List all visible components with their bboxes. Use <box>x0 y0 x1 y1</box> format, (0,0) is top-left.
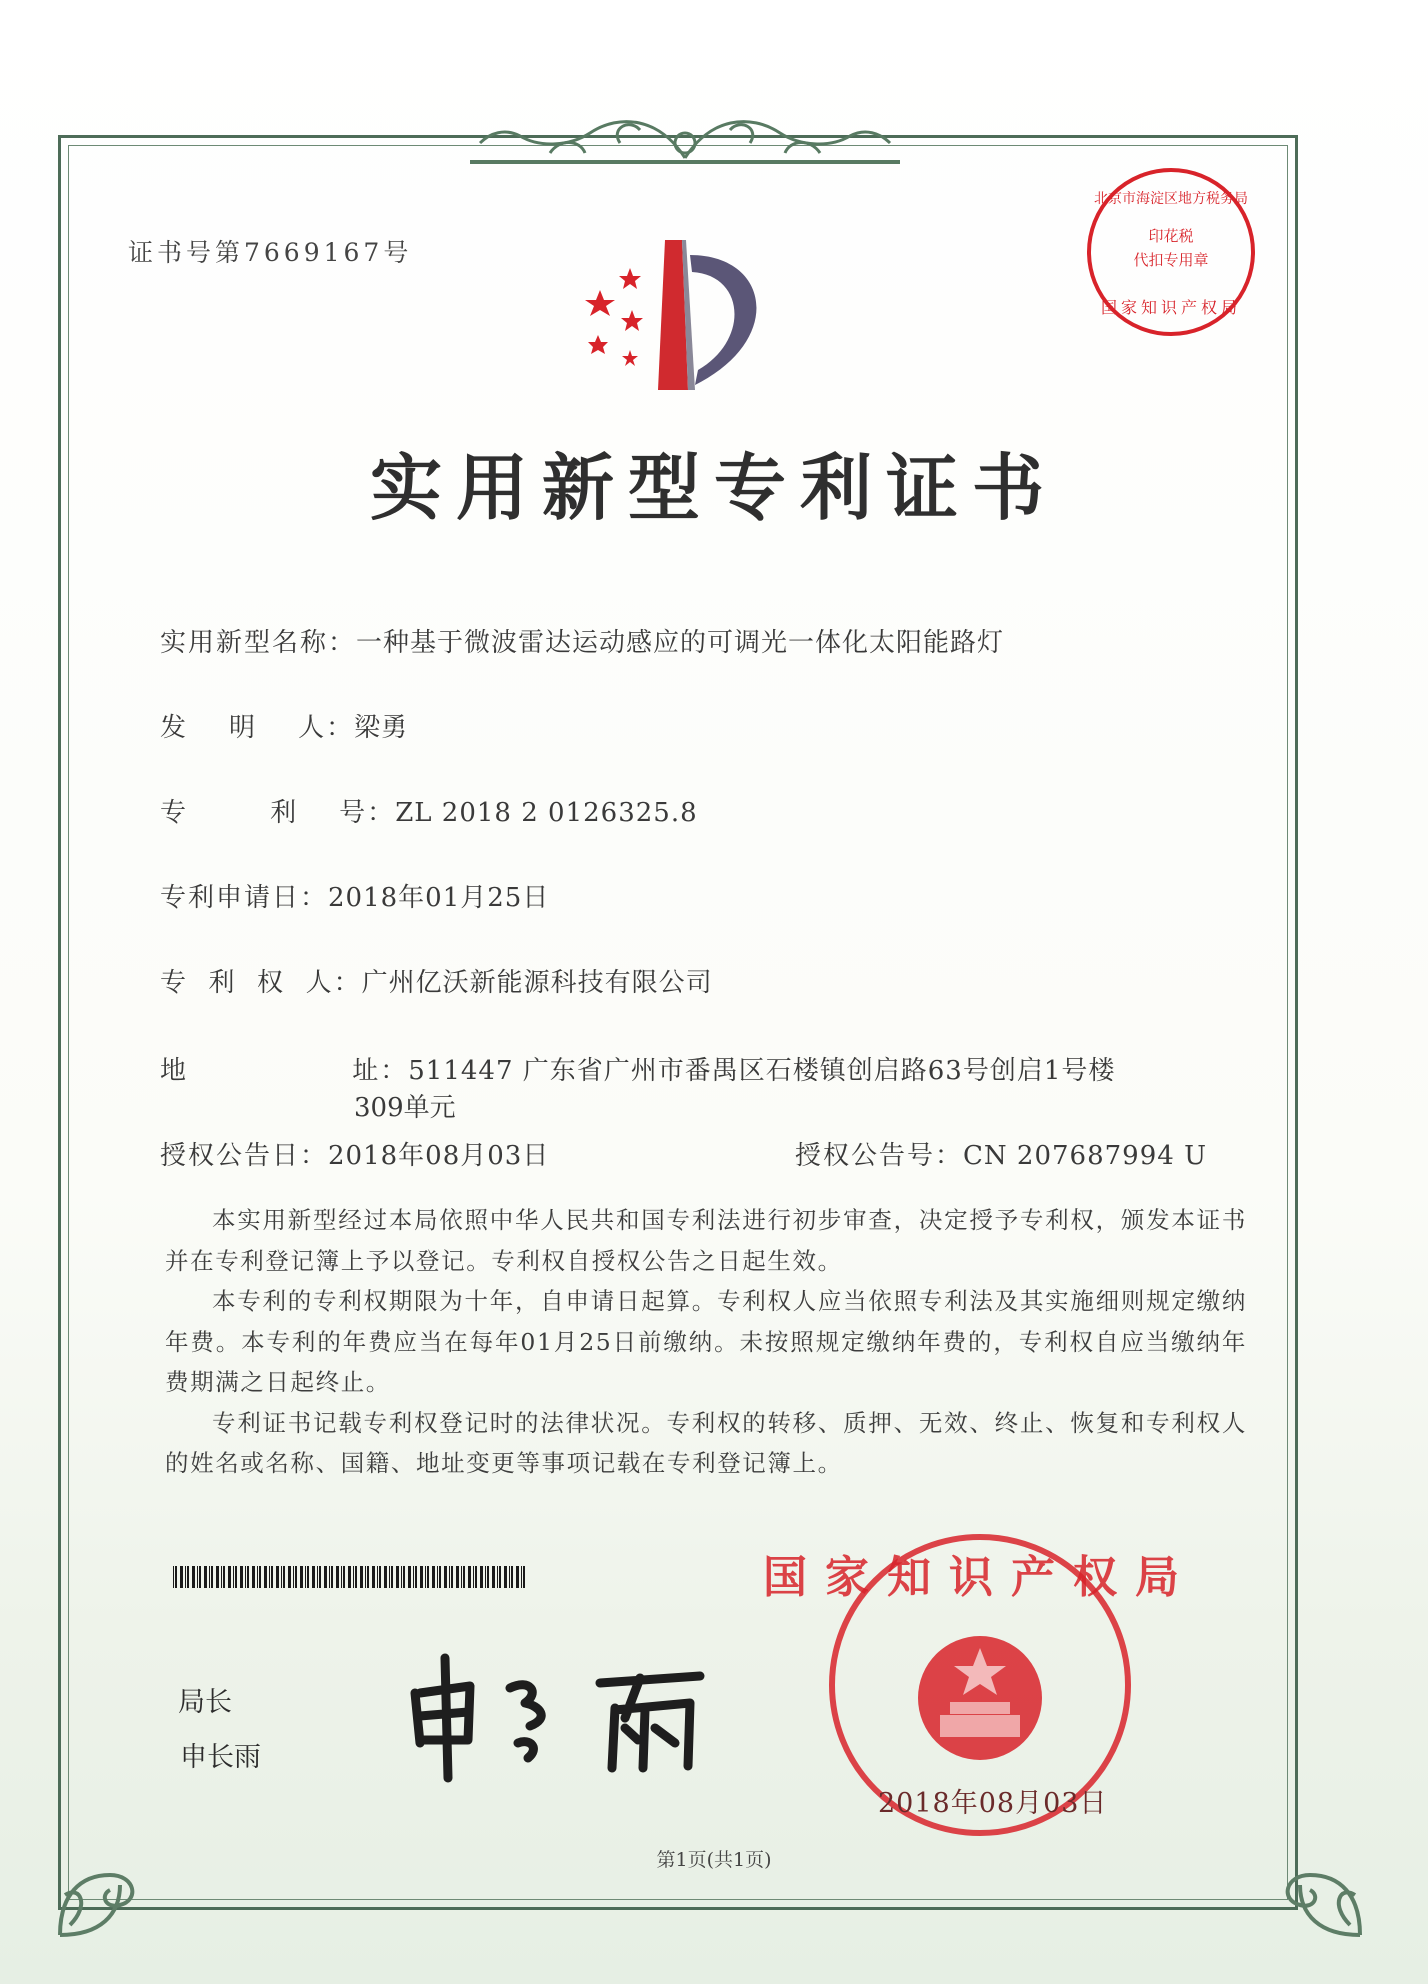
body-paragraph: 专利证书记载专利权登记时的法律状况。专利权的转移、质押、无效、终止、恢复和专利权人的姓名或名称、国籍、地址变更等事项记载在专利登记簿上。 <box>165 1408 1247 1477</box>
patent-office-emblem-icon <box>570 230 800 395</box>
patent-number: ZL 2018 2 0126325.8 <box>395 798 698 828</box>
grant-number-row <box>795 1135 1207 1172</box>
svg-text:国家知识产权局: 国家知识产权局 <box>763 1552 1197 1603</box>
filing-date-row <box>160 877 549 914</box>
patentee-name: 广州亿沃新能源科技有限公司 <box>361 968 713 998</box>
svg-text:国家知识产权局: 国家知识产权局 <box>1100 298 1242 317</box>
field-label: 专 利 号： <box>160 798 396 828</box>
svg-text:代扣专用章: 代扣专用章 <box>1133 251 1209 269</box>
field-label: 授权公告日： <box>160 1141 329 1171</box>
certificate-number: 证书号第7669167号 <box>128 238 413 267</box>
patent-number-row <box>160 792 698 829</box>
director-name: 申长雨 <box>180 1742 261 1773</box>
seal-date: 2018年08月03日 <box>878 1788 1108 1819</box>
field-label: 发 明 人： <box>160 713 355 743</box>
handwritten-signature-icon <box>400 1648 720 1783</box>
grant-date: 2018年08月03日 <box>328 1141 550 1171</box>
field-label: 专 利 权 人： <box>160 968 362 998</box>
utility-model-name: 一种基于微波雷达运动感应的可调光一体化太阳能路灯 <box>356 628 1005 658</box>
field-label: 地 址： <box>160 1056 409 1086</box>
inventor-name: 梁勇 <box>354 713 409 743</box>
body-paragraph: 本实用新型经过本局依照中华人民共和国专利法进行初步审查，决定授予专利权，颁发本证书并在专利登记簿上予以登记。专利权自授权公告之日起生效。 <box>165 1206 1247 1275</box>
certificate-body <box>165 1200 1247 1484</box>
corner-ornament-icon <box>40 1805 190 1955</box>
director-title: 局长 <box>178 1687 232 1718</box>
body-paragraph: 本专利的专利权期限为十年，自申请日起算。专利权人应当依照专利法及其实施细则规定缴纳年费。本专利的年费应当在每年01月25日前缴纳。未按照规定缴纳年费的，专利权自应当缴纳年费期满之日起终止。 <box>165 1287 1247 1396</box>
top-ornament-icon <box>470 98 900 173</box>
grant-date-row <box>160 1135 549 1172</box>
svg-text:北京市海淀区地方税务局: 北京市海淀区地方税务局 <box>1094 191 1248 207</box>
barcode-icon <box>173 1566 530 1588</box>
field-label: 专利申请日： <box>160 883 329 913</box>
utility-model-name-row <box>160 622 1004 659</box>
address-row <box>160 1050 1115 1087</box>
field-label: 实用新型名称： <box>160 628 357 658</box>
address-line-2: 309单元 <box>354 1093 456 1123</box>
grant-number: CN 207687994 U <box>963 1141 1207 1171</box>
corner-ornament-icon <box>1230 1805 1380 1955</box>
inventor-row <box>160 707 408 744</box>
field-label: 授权公告号： <box>795 1141 964 1171</box>
patentee-row <box>160 962 713 999</box>
tax-seal-icon <box>1082 163 1260 341</box>
svg-text:印花税: 印花税 <box>1148 227 1194 245</box>
certificate-title: 实用新型专利证书 <box>369 446 1058 530</box>
page-number: 第1页(共1页) <box>656 1849 772 1871</box>
address-line-1: 511447 广东省广州市番禺区石楼镇创启路63号创启1号楼 <box>408 1056 1116 1086</box>
filing-date: 2018年01月25日 <box>328 883 550 913</box>
